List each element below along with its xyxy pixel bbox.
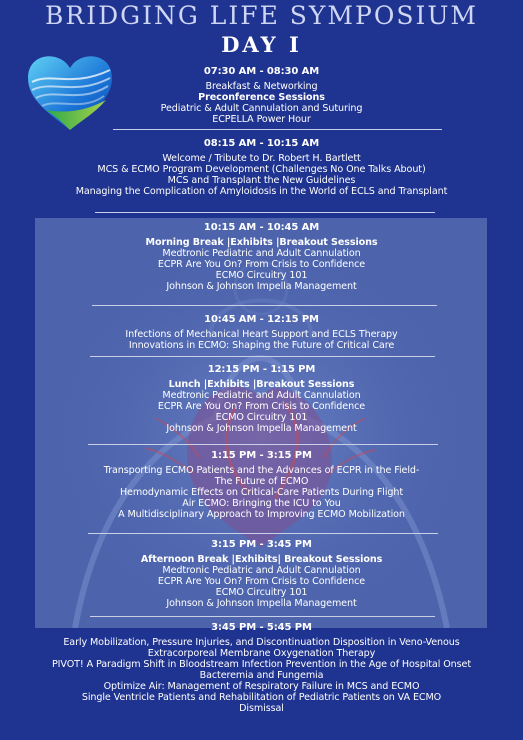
session-item: Bacteremia and Fungemia [199, 670, 324, 681]
session-item: Medtronic Pediatric and Adult Cannulation [162, 248, 361, 259]
session-item: Air ECMO: Bringing the ICU to You [182, 498, 341, 509]
session-item: Dismissal [239, 703, 284, 714]
session-item: Johnson & Johnson Impella Management [166, 598, 357, 609]
divider [88, 444, 438, 445]
session-item: Managing the Complication of Amyloidosis in the World of ECLS and Transplant [75, 186, 448, 197]
session-time: 1:15 PM - 3:15 PM [211, 450, 312, 461]
session-item: Optimize Air: Management of Respiratory Failure in MCS and ECMO [103, 681, 420, 692]
session-block [0, 450, 523, 520]
session-block [0, 364, 523, 434]
day-label: DAY I [221, 32, 302, 57]
session-block [0, 66, 523, 125]
session-item: Preconference Sessions [198, 92, 325, 103]
session-item: ECPR Are You On? From Crisis to Confidence [157, 259, 366, 270]
session-block [0, 539, 523, 609]
session-item: Innovations in ECMO: Shaping the Future of Critical Care [128, 340, 395, 351]
session-item: ECPELLA Power Hour [212, 114, 311, 125]
divider [95, 212, 435, 213]
session-item: A Multidisciplinary Approach to Improving ECMO Mobilization [118, 509, 405, 520]
session-item: ECPR Are You On? From Crisis to Confidence [157, 401, 366, 412]
session-block [0, 314, 523, 351]
session-item: MCS and Transplant the New Guidelines [167, 175, 356, 186]
session-item: Early Mobilization, Pressure Injuries, and Discontinuation Disposition in Veno-Venous [63, 637, 460, 648]
session-item: ECMO Circuitry 101 [215, 270, 308, 281]
session-time: 07:30 AM - 08:30 AM [203, 66, 320, 77]
session-time: 12:15 PM - 1:15 PM [207, 364, 316, 375]
session-item: Transporting ECMO Patients and the Advances of ECPR in the Field- [103, 465, 420, 476]
divider [90, 356, 435, 357]
session-item: Infections of Mechanical Heart Support and ECLS Therapy [125, 329, 398, 340]
session-block [0, 222, 523, 292]
divider [92, 305, 437, 306]
divider [90, 616, 435, 617]
session-item: MCS & ECMO Program Development (Challenges No One Talks About) [97, 164, 426, 175]
divider [113, 129, 442, 130]
session-block [0, 622, 523, 714]
session-time: 08:15 AM - 10:15 AM [203, 138, 320, 149]
session-item: Medtronic Pediatric and Adult Cannulation [162, 390, 361, 401]
session-item: ECMO Circuitry 101 [215, 412, 308, 423]
symposium-title: BRIDGING LIFE SYMPOSIUM [45, 1, 478, 30]
session-item: Johnson & Johnson Impella Management [166, 423, 357, 434]
session-item: Single Ventricle Patients and Rehabilitation of Pediatric Patients on VA ECMO [81, 692, 442, 703]
session-block [0, 138, 523, 197]
session-item: The Future of ECMO [214, 476, 309, 487]
session-item: ECMO Circuitry 101 [215, 587, 308, 598]
session-item: Welcome / Tribute to Dr. Robert H. Bartlett [162, 153, 361, 164]
session-item: Morning Break |Exhibits |Breakout Sessions [145, 237, 378, 248]
session-item: Medtronic Pediatric and Adult Cannulation [162, 565, 361, 576]
session-item: Afternoon Break |Exhibits| Breakout Sessions [140, 554, 383, 565]
session-time: 10:45 AM - 12:15 PM [204, 314, 319, 325]
divider [88, 533, 438, 534]
session-item: Extracorporeal Membrane Oxygenation Therapy [147, 648, 376, 659]
session-time: 3:45 PM - 5:45 PM [211, 622, 312, 633]
session-item: Lunch |Exhibits |Breakout Sessions [168, 379, 355, 390]
session-item: PIVOT! A Paradigm Shift in Bloodstream Infection Prevention in the Age of Hospital Onset [51, 659, 472, 670]
session-item: Pediatric & Adult Cannulation and Suturing [160, 103, 363, 114]
session-item: ECPR Are You On? From Crisis to Confidence [157, 576, 366, 587]
session-time: 10:15 AM - 10:45 AM [203, 222, 320, 233]
session-time: 3:15 PM - 3:45 PM [211, 539, 312, 550]
session-item: Breakfast & Networking [205, 81, 318, 92]
session-item: Johnson & Johnson Impella Management [166, 281, 357, 292]
session-item: Hemodynamic Effects on Critical-Care Patients During Flight [119, 487, 404, 498]
